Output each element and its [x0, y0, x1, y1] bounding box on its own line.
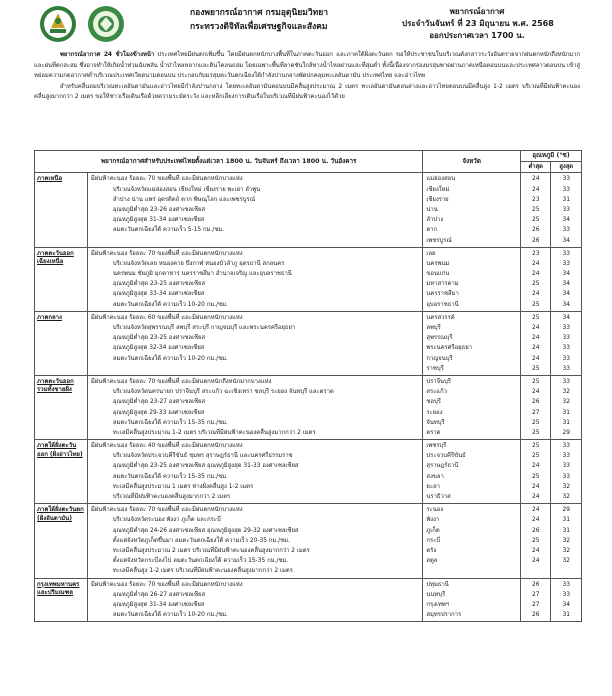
min-temp-value: 24 [531, 345, 540, 352]
min-temp-value-cell [520, 504, 551, 578]
min-temp-value: 24 [531, 271, 540, 278]
province-name: ชลบุรี [426, 399, 441, 406]
province-name: แม่ฮ่องสอน [426, 176, 456, 183]
min-temp-value: 25 [531, 453, 540, 460]
province-name: ตรัง [426, 547, 437, 554]
region-name: ภาคตะวันออกเฉียงเหนือ [35, 247, 88, 311]
province-name-cell [423, 311, 521, 375]
issue-date: ประจำวันจันทร์ ที่ 23 มิถุนายน พ.ศ. 2568 [402, 19, 554, 28]
max-temp-value: 33 [562, 227, 570, 234]
forecast-line: อุณหภูมิต่ำสุด 23-25 องศาเซลเซียส อุณหภูมิสูงสุด 31-33 องศาเซลเซียส [112, 463, 299, 470]
province-name: นครพนม [426, 260, 450, 267]
region-row [35, 578, 582, 622]
region-name: กรุงเทพมหานคร และปริมณฑล [35, 578, 88, 622]
forecast-line: บริเวณจังหวัดสุพรรณบุรี ลพบุรี สระบุรี กาญจนบุรี และพระนครศรีอยุธยา [112, 325, 296, 332]
max-temp-value: 33 [562, 365, 570, 372]
min-temp-value: 27 [531, 601, 540, 608]
min-temp-value: 25 [531, 443, 540, 450]
min-temp-value: 26 [531, 581, 540, 588]
min-temp-value: 25 [531, 473, 540, 480]
province-name-cell [423, 375, 521, 439]
max-temp-value: 33 [562, 325, 570, 332]
max-temp-value: 34 [562, 281, 570, 288]
province-name: น่าน [426, 206, 438, 213]
max-temp-value: 33 [562, 260, 570, 267]
max-temp-value: 31 [562, 196, 570, 203]
max-temp-value: 34 [562, 291, 570, 298]
region-forecast-detail [87, 311, 423, 375]
max-temp-value-cell [551, 173, 582, 247]
min-temp-value: 24 [531, 260, 540, 267]
min-temp-value: 25 [531, 378, 540, 385]
min-temp-value-cell [520, 247, 551, 311]
forecast-line [91, 236, 420, 246]
min-temp-value: 25 [531, 537, 540, 544]
forecast-period-header: พยากรณ์อากาศสำหรับประเทศไทยตั้งแต่เวลา 1800 น. วันจันทร์ ถึงเวลา 1800 น. วันอังคาร [35, 151, 423, 173]
min-temp-value: 25 [531, 281, 540, 288]
province-name: ตราด [426, 429, 441, 436]
region-forecast-detail [87, 173, 423, 247]
max-temp-value [553, 566, 579, 576]
min-temp-value: 24 [531, 335, 540, 342]
min-temp-value: 25 [531, 429, 540, 436]
forecast-line: ลมตะวันตกเฉียงใต้ ความเร็ว 10-20 กม./ชม. [112, 301, 228, 308]
region-row [35, 375, 582, 439]
region-row [35, 311, 582, 375]
region-name: ภาคใต้ฝั่งตะวันตก (ฝั่งอันดามัน) [35, 504, 88, 578]
forecast-line: ลมตะวันตกเฉียงใต้ ความเร็ว 15-35 กม./ชม. [112, 419, 228, 426]
max-temp-value: 32 [562, 547, 570, 554]
region-row [35, 173, 582, 247]
province-name-cell [423, 247, 521, 311]
max-temp-value: 33 [562, 176, 570, 183]
agency-name [190, 6, 328, 34]
forecast-table-body [35, 173, 582, 622]
max-temp-value: 33 [562, 591, 570, 598]
forecast-line: อุณหภูมิสูงสุด 31-34 องศาเซลเซียส [112, 601, 205, 608]
max-temp-header: สูงสุด [551, 162, 582, 173]
max-temp-value: 32 [562, 558, 570, 565]
province-name: อุบลราชธานี [426, 301, 459, 308]
province-name: นครราชสีมา [426, 291, 459, 298]
max-temp-value: 34 [562, 301, 570, 308]
max-temp-value: 34 [562, 601, 570, 608]
forecast-line: ตั้งแต่จังหวัดกระบี่ลงไป ลมตะวันตกเฉียงใต้ ความเร็ว 15-35 กม./ชม. [112, 558, 289, 565]
region-row [35, 247, 582, 311]
forecast-line: มีฝนฟ้าคะนอง ร้อยละ 70 ของพื้นที่ และมีฝนตกหนักบางแห่ง [90, 507, 243, 514]
province-name: ระนอง [426, 507, 444, 514]
province-name: สุราษฎร์ธานี [426, 463, 459, 470]
min-temp-value-cell [520, 578, 551, 622]
province-name: เชียงใหม่ [426, 186, 450, 193]
min-temp-value: 24 [531, 547, 540, 554]
min-temp-value: 26 [531, 237, 540, 244]
province-name: สมุทรปราการ [426, 612, 462, 619]
province-name: ราชบุรี [426, 365, 444, 372]
province-name: ประจวบคีรีขันธ์ [426, 453, 466, 460]
forecast-line: บริเวณจังหวัดนครนายก ปราจีนบุรี สระแก้ว ฉะเชิงเทรา ชลบุรี ระยอง จันทบุรี และตราด [112, 389, 334, 396]
forecast-line: อุณหภูมิสูงสุด 32-34 องศาเซลเซียส [112, 345, 205, 352]
region-name: ภาคกลาง [35, 311, 88, 375]
province-name: มหาสารคาม [426, 281, 459, 288]
max-temp-value-cell [551, 247, 582, 311]
min-temp-value: 24 [531, 291, 540, 298]
max-temp-value: 31 [562, 409, 570, 416]
tmd-logo-icon [38, 4, 78, 44]
temperature-header: อุณหภูมิ (°ซ) [520, 151, 581, 162]
document-header [0, 0, 612, 46]
issue-meta [402, 6, 552, 42]
forecast-line: ลมตะวันตกเฉียงใต้ ความเร็ว 10-20 กม./ชม. [112, 612, 228, 619]
max-temp-value: 29 [562, 507, 570, 514]
min-temp-value-cell [520, 375, 551, 439]
max-temp-value: 34 [562, 237, 570, 244]
region-forecast-detail [87, 375, 423, 439]
max-temp-value: 31 [562, 612, 570, 619]
max-temp-value: 33 [562, 463, 570, 470]
forecast-table [34, 150, 582, 622]
min-temp-value: 23 [531, 250, 540, 257]
max-temp-value-cell [551, 578, 582, 622]
agency-line-1: กองพยากรณ์อากาศ กรมอุตุนิยมวิทยา [190, 8, 328, 18]
forecast-line: ลำปาง น่าน แพร่ อุตรดิตถ์ ตาก พิษณุโลก และเพชรบูรณ์ [112, 196, 256, 203]
province-name: ยะลา [426, 483, 440, 490]
forecast-line: บริเวณจังหวัดแม่ฮ่องสอน เชียงใหม่ เชียงราย พะเยา ลำพูน [112, 186, 261, 193]
max-temp-value: 32 [562, 399, 570, 406]
region-name: ภาคตะวันออก รวมทั้งชายฝั่ง [35, 375, 88, 439]
province-name [426, 566, 517, 576]
min-temp-value: 24 [531, 389, 540, 396]
forecast-line: อุณหภูมิต่ำสุด 23-25 องศาเซลเซียส [112, 281, 206, 288]
province-name: กรุงเทพฯ [426, 601, 450, 608]
forecast-line: บริเวณจังหวัดระนอง พังงา ภูเก็ต และกระบี่ [112, 517, 221, 524]
forecast-line: ลมตะวันตกเฉียงใต้ ความเร็ว 5-15 กม./ชม. [112, 227, 225, 234]
max-temp-value: 31 [562, 527, 570, 534]
region-forecast-detail [87, 440, 423, 504]
forecast-line: อุณหภูมิต่ำสุด 23-27 องศาเซลเซียส [112, 399, 206, 406]
max-temp-value: 33 [562, 250, 570, 257]
min-temp-value: 25 [531, 419, 540, 426]
min-temp-value: 26 [531, 227, 540, 234]
min-temp-value [523, 566, 549, 576]
province-name: ปทุมธานี [426, 581, 449, 588]
max-temp-value: 29 [562, 429, 570, 436]
province-name: เลย [426, 250, 436, 257]
min-temp-value: 23 [531, 196, 540, 203]
forecast-line: บริเวณจังหวัดประจวบคีรีขันธ์ ชุมพร สุราษฎร์ธานี และนครศรีธรรมราช [112, 453, 293, 460]
min-temp-value: 24 [531, 558, 540, 565]
max-temp-value: 33 [562, 186, 570, 193]
forecast-line: ทะเลมีคลื่นสูงประมาณ 1-2 เมตร บริเวณที่มีฝนฟ้าคะนองคลื่นสูงมากกว่า 2 เมตร [112, 429, 316, 436]
region-forecast-detail [87, 247, 423, 311]
max-temp-value: 32 [562, 537, 570, 544]
max-temp-value: 34 [562, 271, 570, 278]
forecast-line: มีฝนฟ้าคะนอง ร้อยละ 60 ของพื้นที่ และมีฝนตกหนักบางแห่ง [90, 314, 243, 321]
min-temp-value: 24 [531, 176, 540, 183]
max-temp-value: 31 [562, 517, 570, 524]
province-name: เพชรบูรณ์ [426, 237, 452, 244]
max-temp-value: 33 [562, 453, 570, 460]
forecast-line: อุณหภูมิต่ำสุด 24-26 องศาเซลเซียส อุณหภูมิสูงสุด 29-32 องศาเซลเซียส [112, 527, 299, 534]
province-name: ปราจีนบุรี [426, 378, 451, 385]
forecast-line: อุณหภูมิต่ำสุด 23-26 องศาเซลเซียส [112, 206, 206, 213]
min-temp-value: 26 [531, 612, 540, 619]
province-name-cell [423, 173, 521, 247]
province-name: จันทบุรี [426, 419, 445, 426]
forecast-line: อุณหภูมิสูงสุด 33-34 องศาเซลเซียส [112, 291, 205, 298]
province-name-cell [423, 504, 521, 578]
ministry-logo-icon [86, 4, 126, 44]
max-temp-value: 32 [562, 483, 570, 490]
forecast-line: มีฝนฟ้าคะนอง ร้อยละ 70 ของพื้นที่ และมีฝนตกหนักบางแห่ง [90, 250, 243, 257]
forecast-line: มีฝนฟ้าคะนอง ร้อยละ 70 ของพื้นที่ และมีฝนตกหนักบางแห่ง [90, 176, 243, 183]
region-forecast-detail [87, 504, 423, 578]
min-temp-value: 24 [531, 494, 540, 501]
province-name: เชียงราย [426, 196, 449, 203]
forecast-line: มีฝนฟ้าคะนอง ร้อยละ 70 ของพื้นที่ และมีฝนตกหนักบางแห่ง [90, 581, 243, 588]
min-temp-value: 25 [531, 206, 540, 213]
province-name: นราธิวาส [426, 494, 451, 501]
forecast-title: พยากรณ์อากาศ [449, 7, 505, 16]
forecast-line: อุณหภูมิสูงสุด 29-33 องศาเซลเซียส [112, 409, 205, 416]
forecast-line: ลมตะวันตกเฉียงใต้ ความเร็ว 10-20 กม./ชม. [112, 355, 228, 362]
max-temp-value-cell [551, 504, 582, 578]
province-header: จังหวัด [423, 151, 521, 173]
summary-paragraph-2: สำหรับคลื่นลมบริเวณทะเลอันดามันและอ่าวไทยมีกำลังปานกลาง โดยทะเลอันดามันตอนบนมีคลื่นสูงประมาณ 2 เมตร ทะเลอันดามันตอนล่างและอ่าวไทยตอนบนมีคลื่นสูง 1-2 เมตร บริเวณที่มีฝนฟ้าคะนองคลื่นสูงมากกว่า 2 เมตร ขอให้ชาวเรือเดินเรือด้วยความระมัดระวัง และหลีกเลี่ยงการเดินเรือในบริเวณที่มีฝนฟ้าคะนองไว้ด้วย [34, 83, 580, 101]
province-name: พังงา [426, 517, 440, 524]
forecast-line: อุณหภูมิต่ำสุด 23-25 องศาเซลเซียส [112, 335, 206, 342]
forecast-line: บริเวณจังหวัดเลย หนองคาย บึงกาฬ หนองบัวลำภู อุดรธานี สกลนคร [112, 260, 285, 267]
forecast-line: มีฝนฟ้าคะนอง ร้อยละ 70 ของพื้นที่ และมีฝนตกหนักถึงหนักมากบางแห่ง [90, 378, 272, 385]
agency-line-2: กระทรวงดิจิทัลเพื่อเศรษฐกิจและสังคม [190, 22, 328, 32]
issue-time: ออกประกาศเวลา 1700 น. [429, 31, 525, 40]
forecast-line: อุณหภูมิสูงสุด 31-34 องศาเซลเซียส [112, 217, 205, 224]
min-temp-value: 25 [531, 314, 540, 321]
forecast-line: ตั้งแต่จังหวัดภูเก็ตขึ้นมา ลมตะวันตกเฉียงใต้ ความเร็ว 20-35 กม./ชม. [112, 537, 290, 544]
min-temp-value: 24 [531, 325, 540, 332]
min-temp-value: 24 [531, 517, 540, 524]
max-temp-value: 33 [562, 443, 570, 450]
region-row [35, 504, 582, 578]
max-temp-value-cell [551, 311, 582, 375]
province-name: ขอนแก่น [426, 271, 450, 278]
province-name: พระนครศรีอยุธยา [426, 345, 472, 352]
max-temp-value: 31 [562, 419, 570, 426]
province-name: ลำปาง [426, 217, 444, 224]
forecast-line: ทะเลมีคลื่นสูงประมาณ 2 เมตร บริเวณที่มีฝนฟ้าคะนองคลื่นสูงมากกว่า 2 เมตร [112, 547, 310, 554]
min-temp-value-cell [520, 311, 551, 375]
province-name: สระแก้ว [426, 389, 447, 396]
max-temp-value: 33 [562, 581, 570, 588]
max-temp-value: 33 [562, 473, 570, 480]
province-name: นนทบุรี [426, 591, 446, 598]
province-name: ลพบุรี [426, 325, 441, 332]
forecast-line: อุณหภูมิต่ำสุด 26-27 องศาเซลเซียส [112, 591, 206, 598]
forecast-line [91, 364, 420, 374]
min-temp-value: 27 [531, 591, 540, 598]
province-name: นครสวรรค์ [426, 314, 455, 321]
province-name: เพชรบุรี [426, 443, 447, 450]
province-name: ระยอง [426, 409, 443, 416]
min-temp-value: 24 [531, 186, 540, 193]
forecast-line: ทะเลมีคลื่นสูง 1-2 เมตร บริเวณที่มีฝนฟ้าคะนองคลื่นสูงมากกว่า 2 เมตร [112, 568, 293, 575]
province-name-cell [423, 578, 521, 622]
min-temp-value: 26 [531, 399, 540, 406]
min-temp-header: ต่ำสุด [520, 162, 551, 173]
max-temp-value: 34 [562, 217, 570, 224]
min-temp-value-cell [520, 440, 551, 504]
min-temp-value: 26 [531, 527, 540, 534]
max-temp-value-cell [551, 375, 582, 439]
summary-lead: พยากรณ์อากาศ 24 ชั่วโมงข้างหน้า [60, 52, 155, 58]
forecast-line: ทะเลมีคลื่นสูงประมาณ 1 เมตร ห่างฝั่งคลื่นสูง 1-2 เมตร [112, 483, 254, 490]
min-temp-value: 24 [531, 507, 540, 514]
max-temp-value: 33 [562, 335, 570, 342]
min-temp-value: 25 [531, 365, 540, 372]
province-name: กระบี่ [426, 537, 441, 544]
province-name: สงขลา [426, 473, 444, 480]
province-name-cell [423, 440, 521, 504]
min-temp-value: 27 [531, 409, 540, 416]
province-name: สตูล [426, 558, 438, 565]
max-temp-value: 33 [562, 355, 570, 362]
min-temp-value: 25 [531, 217, 540, 224]
max-temp-value: 32 [562, 389, 570, 396]
forecast-line: บริเวณที่มีฝนฟ้าคะนองคลื่นสูงมากกว่า 2 เมตร [112, 494, 231, 501]
max-temp-value-cell [551, 440, 582, 504]
forecast-line: นครพนม ชัยภูมิ มุกดาหาร นครราชสีมา อำนาจเจริญ และอุบลราชธานี [112, 271, 292, 278]
max-temp-value: 34 [562, 314, 570, 321]
max-temp-value: 33 [562, 206, 570, 213]
province-name: สุพรรณบุรี [426, 335, 453, 342]
forecast-line: มีฝนฟ้าคะนอง ร้อยละ 40 ของพื้นที่ และมีฝนตกหนักบางแห่ง [90, 443, 243, 450]
max-temp-value: 32 [562, 494, 570, 501]
region-name: ภาคใต้ฝั่งตะวันออก (ฝั่งอ่าวไทย) [35, 440, 88, 504]
min-temp-value: 24 [531, 355, 540, 362]
max-temp-value: 33 [562, 378, 570, 385]
province-name: กาญจนบุรี [426, 355, 453, 362]
max-temp-value: 33 [562, 345, 570, 352]
forecast-summary [34, 50, 580, 103]
region-row [35, 440, 582, 504]
min-temp-value: 25 [531, 301, 540, 308]
summary-paragraph-1: พยากรณ์อากาศ 24 ชั่วโมงข้างหน้า ประเทศไทยมีฝนตกเพิ่มขึ้น โดยมีฝนตกหนักบางพื้นที่ในภาคตะวันออก และภาคใต้ฝั่งตะวันตก ขอให้ประชาชนในบริเวณดังกล่าวระวังอันตรายจากฝนตกหนักถึงหนักมากและฝนที่ตกสะสม ซึ่งอาจทำให้เกิดน้ำท่วมฉับพลัน น้ำป่าไหลหลากและดินโคลนถล่ม โดยเฉพาะพื้นที่ลาดชันใกล้ทางน้ำไหลผ่านและที่ลุ่มต่ำ ทั้งนี้เนื่องจากร่องมรสุมพาดผ่านภาคเหนือตอนบนและประเทศลาวตอนบน เข้าสู่หย่อมความกดอากาศต่ำบริเวณประเทศเวียดนามตอนบน ประกอบกับมรสุมตะวันตกเฉียงใต้กำลังปานกลางพัดปกคลุมทะเลอันดามัน ประเทศไทย และอ่าวไทย [34, 52, 580, 80]
province-name: ตาก [426, 227, 438, 234]
min-temp-value-cell [520, 173, 551, 247]
min-temp-value: 24 [531, 463, 540, 470]
forecast-line: ลมตะวันตกเฉียงใต้ ความเร็ว 15-35 กม./ชม. [112, 473, 228, 480]
min-temp-value: 24 [531, 483, 540, 490]
region-forecast-detail [87, 578, 423, 622]
region-name: ภาคเหนือ [35, 173, 88, 247]
province-name: ภูเก็ต [426, 527, 440, 534]
